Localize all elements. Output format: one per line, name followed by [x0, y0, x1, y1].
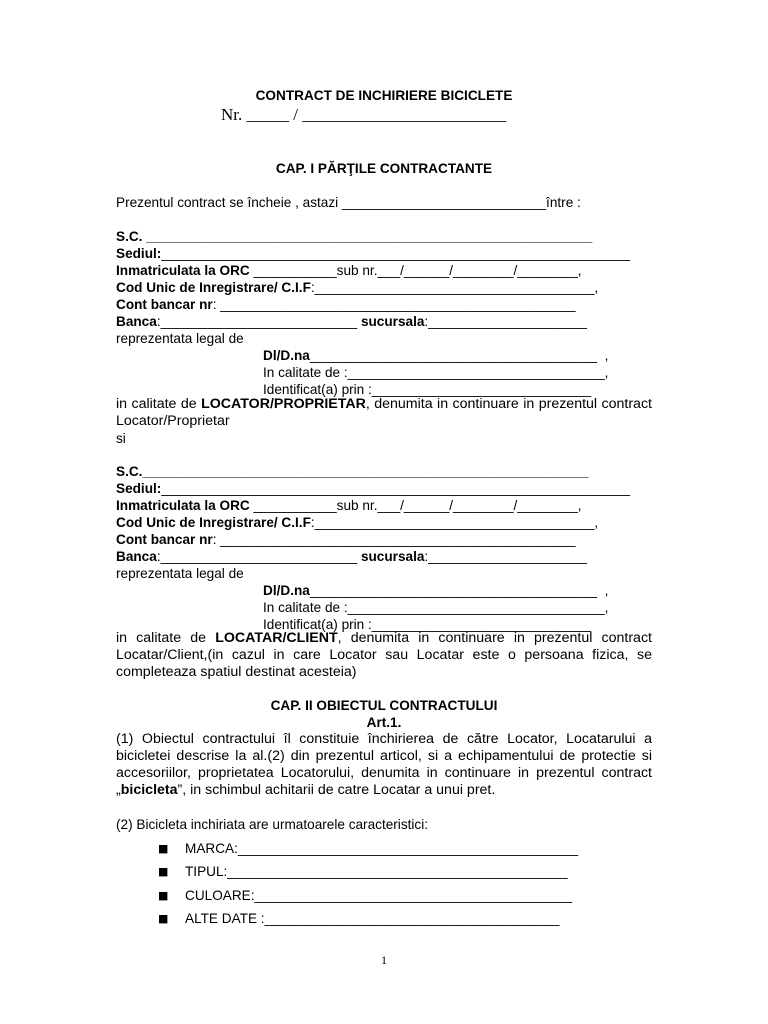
party1-orc — [116, 262, 652, 279]
party1-cif — [116, 279, 652, 296]
party2-cont-line: : _______________________________________________ — [212, 532, 576, 547]
list-item-tipul: TIPUL:_____________________________________________ — [185, 864, 568, 879]
list-item-alte-date: ALTE DATE :_______________________________________ — [185, 911, 560, 926]
bullet-icon: ■ — [158, 865, 169, 878]
party1-cif-label: Cod Unic de Inregistrare/ C.I.F — [116, 280, 311, 295]
party1-reprezentata: reprezentata legal de — [116, 331, 244, 346]
party2-cif-line: :_____________________________________, — [310, 515, 599, 530]
party2-identificat: Identificat(a) prin :_____________________________ — [263, 617, 592, 632]
party1-sediul-label: Sediul: — [116, 246, 162, 261]
party2-role-pre: in calitate de — [116, 630, 216, 646]
cap2-p1-post: ”, in schimbul achitarii de catre Locatar a unui pret. — [177, 782, 496, 798]
party1-sediul-line: ______________________________________________________________ — [161, 246, 631, 261]
cap2-article: Art.1. — [366, 715, 402, 730]
party2-role-paragraph — [116, 630, 652, 681]
document-title: CONTRACT DE INCHIRIERE BICICLETE — [255, 88, 513, 103]
list-item-culoare: CULOARE:__________________________________________ — [185, 888, 573, 903]
party1-orc-label: Inmatriculata la ORC — [116, 263, 250, 278]
party2-orc-label: Inmatriculata la ORC — [116, 498, 250, 513]
party2-cif — [116, 514, 652, 531]
party2-sediul — [116, 480, 652, 497]
contract-number-line: Nr. _____ / ________________________ — [221, 105, 507, 124]
party1-sucursala-label: sucursala — [360, 314, 425, 329]
party2-cif-label: Cod Unic de Inregistrare/ C.I.F — [116, 515, 311, 530]
party2-orc-line: ___________sub nr.___/______/________/________, — [249, 498, 582, 513]
party1-role-post: , denumita in continuare in prezentul contract Locator/Proprietar — [116, 396, 652, 429]
party1-banca-line: :__________________________ — [156, 314, 361, 329]
party2-dl — [263, 582, 608, 599]
party2-reprezentata: reprezentata legal de — [116, 566, 244, 581]
party1-banca — [116, 313, 652, 330]
party1-role-paragraph — [116, 396, 652, 430]
party2-role-post: , denumita in continuare in prezentul contract Locatar/Client,(in cazul in care Locator sau Locatar este o persoana fizica, se completeaza spatiul destinat acesteia) — [116, 630, 652, 680]
party1-dl — [263, 347, 608, 364]
party2-cont-label: Cont bancar nr — [116, 532, 213, 547]
bullet-icon: ■ — [158, 889, 169, 902]
party2-banca-label: Banca — [116, 549, 157, 564]
party1-cont-label: Cont bancar nr — [116, 297, 213, 312]
cap2-paragraph-2: (2) Bicicleta inchiriata are urmatoarele caracteristici: — [116, 817, 429, 832]
cap2-p1-bold: bicicleta — [120, 782, 178, 798]
party1-calitate: In calitate de :__________________________________, — [263, 365, 609, 380]
bullet-icon: ■ — [158, 842, 169, 855]
page-number: 1 — [381, 953, 387, 967]
party2-cont — [116, 531, 652, 548]
party1-role-pre: in calitate de — [116, 396, 202, 412]
bullet-icon: ■ — [158, 912, 169, 925]
party2-sediul-line: ______________________________________________________________ — [161, 481, 631, 496]
party2-role: LOCATAR/CLIENT — [215, 630, 338, 646]
party2-banca — [116, 548, 652, 565]
party1-dl-line: ______________________________________ , — [309, 348, 609, 363]
cap1-heading: CAP. I PĂRŢILE CONTRACTANTE — [275, 161, 493, 176]
party1-cif-line: :_____________________________________, — [310, 280, 599, 295]
party1-cont — [116, 296, 652, 313]
party1-sc: S.C. ___________________________________________________________ — [116, 229, 593, 244]
party1-dl-label: Dl/D.na — [263, 348, 310, 363]
party2-dl-line: ______________________________________ , — [309, 583, 609, 598]
party1-orc-line: ___________sub nr.___/______/________/________, — [249, 263, 582, 278]
cap2-paragraph-1 — [116, 731, 652, 799]
party1-si: si — [116, 431, 126, 446]
party2-banca-line: :__________________________ — [156, 549, 361, 564]
cap2-p1-pre: (1) Obiectul contractului îl constituie închirierea de către Locator, Locatarului a bicicletei descrise la al.(2) din prezentul articol, si a echipamentului de protectie si accesoriilor, proprietatea Locatorului, denumita in continuare in prezentul contract „ — [116, 731, 652, 798]
cap2-heading: CAP. II OBIECTUL CONTRACTULUI — [270, 698, 498, 713]
cap1-intro: Prezentul contract se încheie , astazi ___________________________între : — [116, 195, 581, 210]
party1-sucursala-line: :_____________________ — [424, 314, 587, 329]
party1-role: LOCATOR/PROPRIETAR — [201, 396, 366, 412]
list-item-marca: MARCA:_____________________________________________ — [185, 841, 579, 856]
party1-identificat: Identificat(a) prin :_____________________________ — [263, 382, 592, 397]
party2-sc: S.C.___________________________________________________________ — [116, 464, 589, 479]
party1-sediul — [116, 245, 652, 262]
party2-orc — [116, 497, 652, 514]
party1-cont-line: : _______________________________________________ — [212, 297, 576, 312]
party2-sucursala-label: sucursala — [360, 549, 425, 564]
party2-sediul-label: Sediul: — [116, 481, 162, 496]
party2-dl-label: Dl/D.na — [263, 583, 310, 598]
party2-sucursala-line: :_____________________ — [424, 549, 587, 564]
party2-calitate: In calitate de :__________________________________, — [263, 600, 609, 615]
party1-banca-label: Banca — [116, 314, 157, 329]
